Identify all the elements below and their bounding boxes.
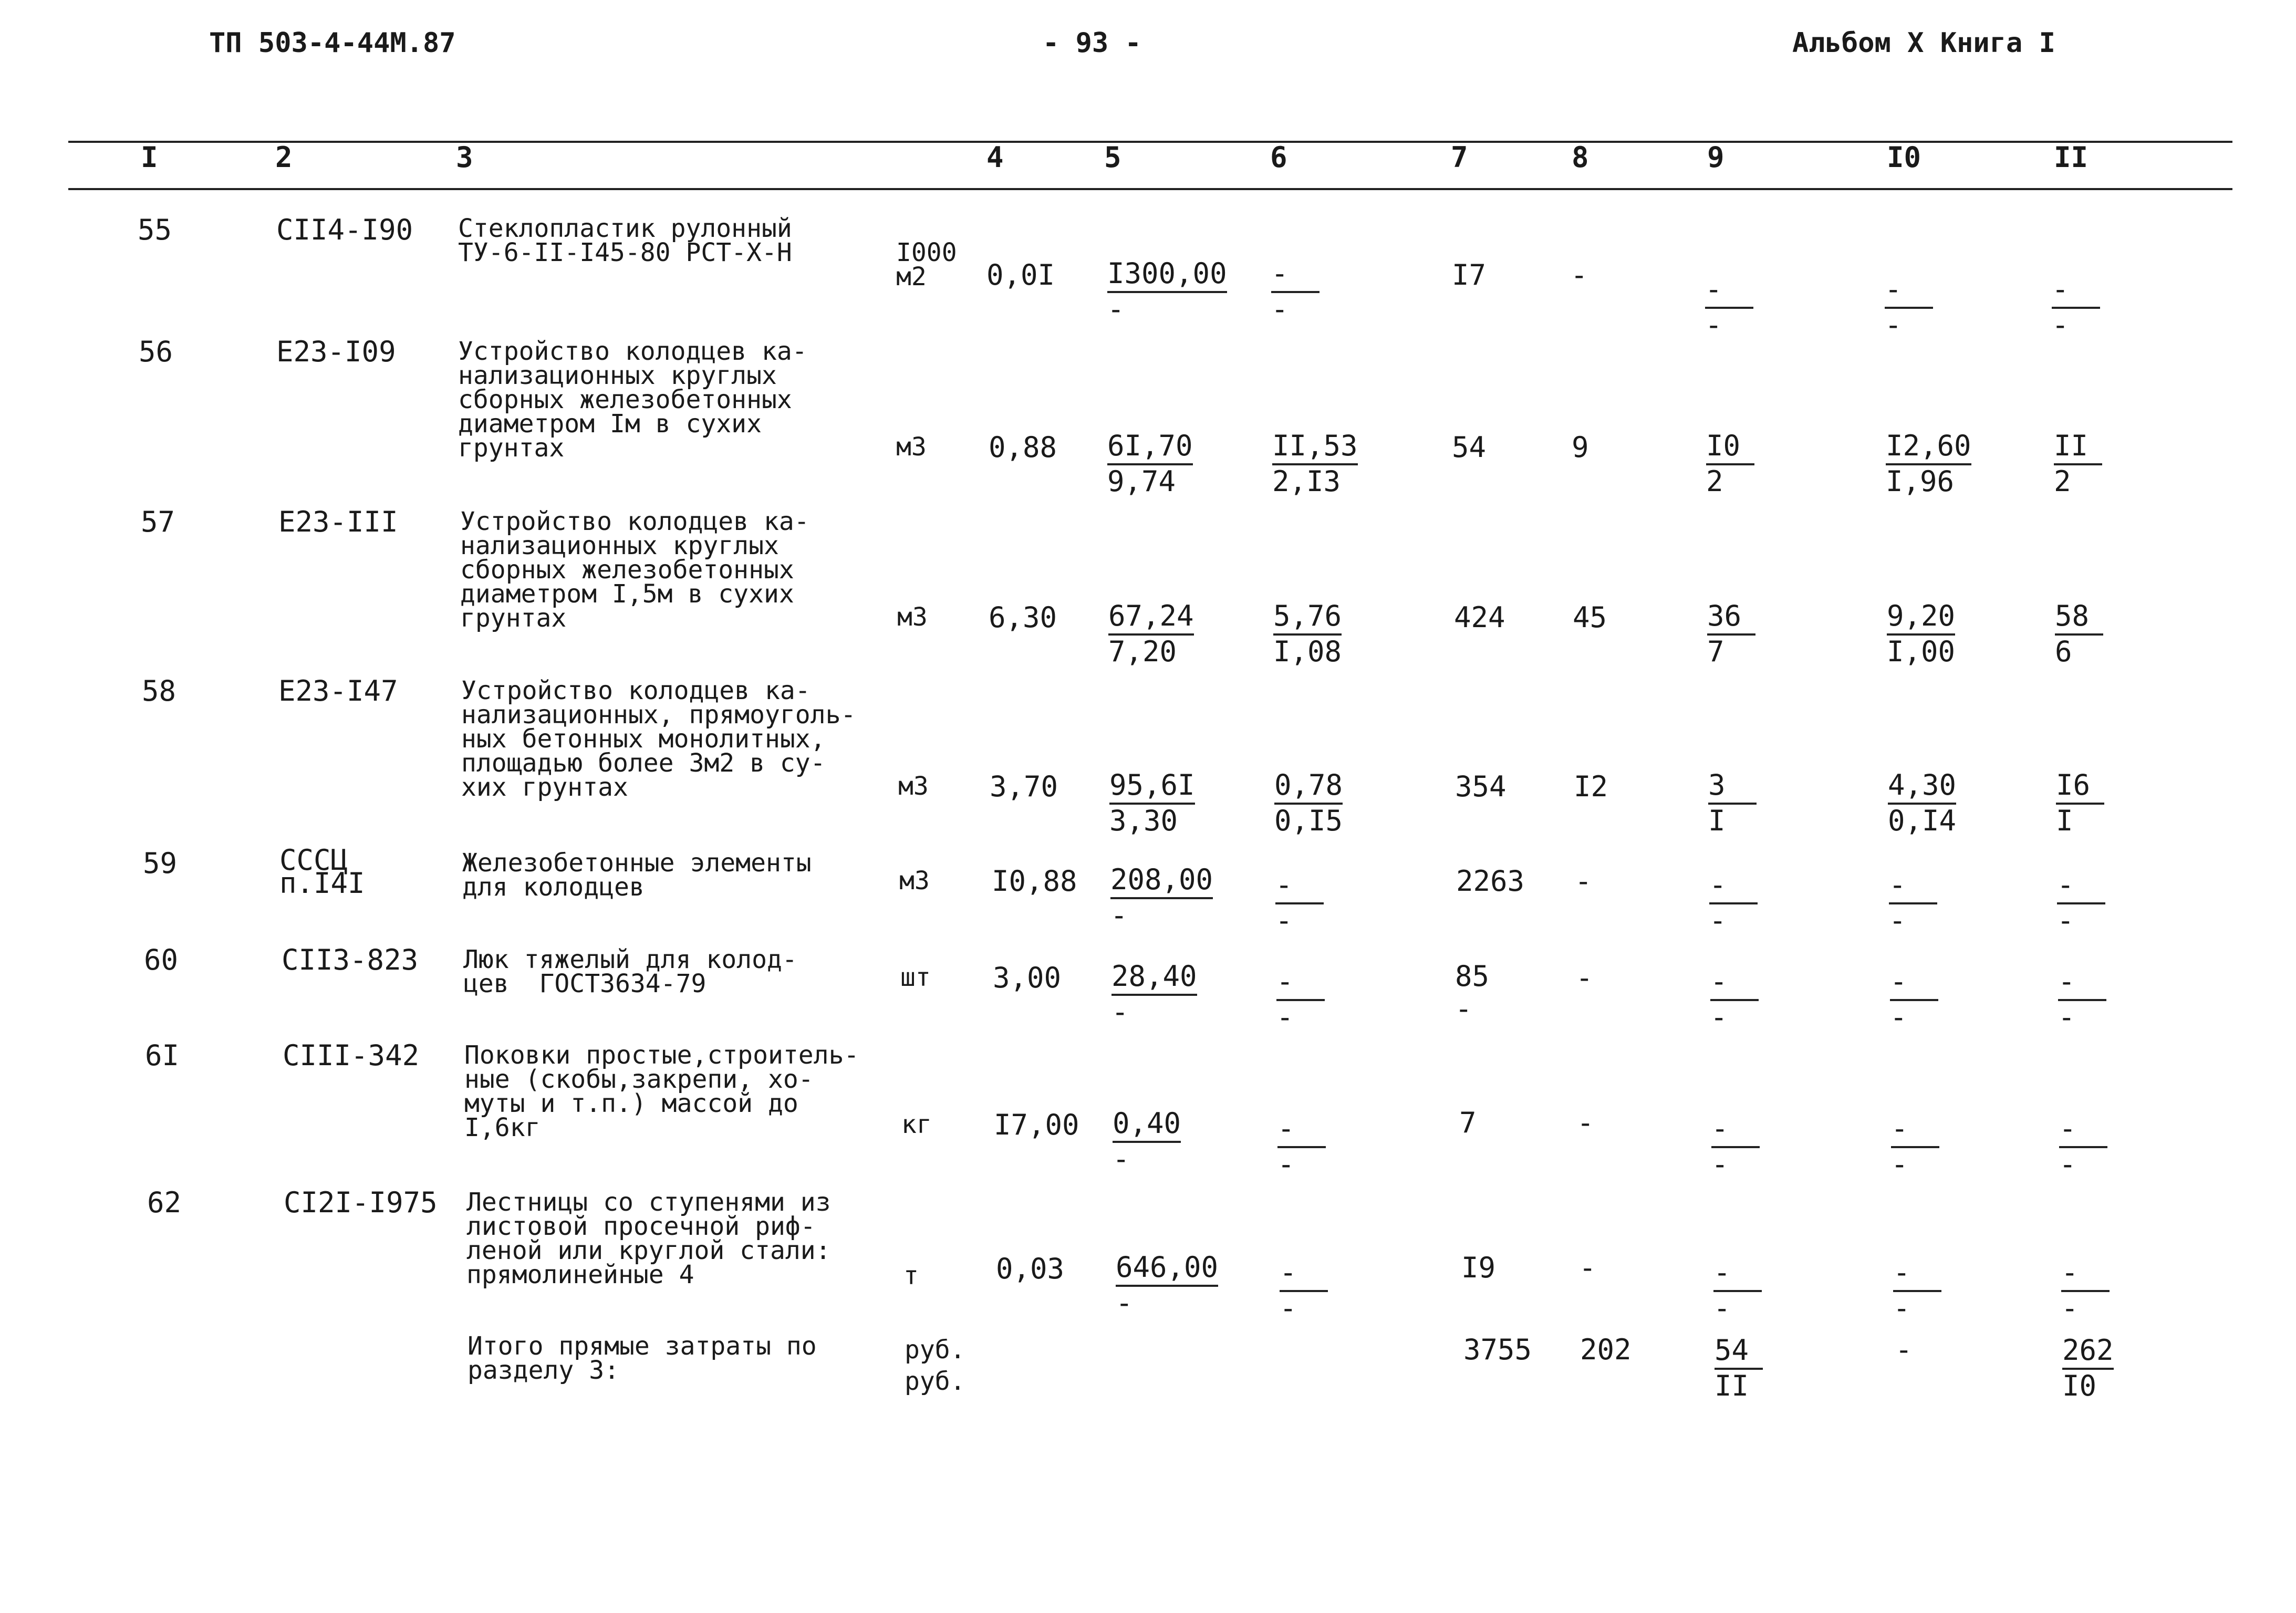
fraction-top: - <box>1710 965 1759 1001</box>
fraction-bottom: I0 <box>2062 1369 2097 1402</box>
row-number: 60 <box>144 943 179 976</box>
fraction-top: - <box>2052 273 2100 309</box>
fraction-top: I6 <box>2056 769 2104 805</box>
fraction-top: - <box>1893 1256 1941 1292</box>
total-col9 <box>1715 1334 1763 1402</box>
unit-cost-col5 <box>1111 960 1197 1028</box>
unit: м3 <box>896 432 927 462</box>
quantity: 3,70 <box>990 770 1058 803</box>
total-cost-col11 <box>2052 273 2100 341</box>
fraction-bottom: - <box>1710 1001 1728 1034</box>
fraction-top: 28,40 <box>1111 960 1197 996</box>
rate-code: СII3-823 <box>282 943 419 976</box>
unit: м3 <box>899 866 930 896</box>
quantity: I7,00 <box>994 1108 1079 1141</box>
total-cost-col7: 54 <box>1452 431 1487 464</box>
fraction-top: 6I,70 <box>1107 430 1193 465</box>
rate-code: Е23-III <box>278 505 398 538</box>
fraction-top: - <box>1271 257 1320 293</box>
fraction-bottom: - <box>1891 1148 1908 1181</box>
fraction-bottom: - <box>1275 904 1293 937</box>
total-cost-col8: 45 <box>1573 601 1607 634</box>
total-cost-col11 <box>2056 769 2104 837</box>
unit-cost-col6 <box>1272 430 1358 498</box>
rate-code: СССЦ п.I4I <box>279 844 365 900</box>
total-cost-col10 <box>1885 273 1933 341</box>
fraction-bottom: - <box>2058 1001 2075 1034</box>
unit: м3 <box>897 602 928 632</box>
fraction-bottom: 2 <box>1706 465 1723 498</box>
col-header-8: 8 <box>1572 141 1589 174</box>
fraction-top: 58 <box>2055 600 2103 636</box>
fraction-top: - <box>1277 1112 1326 1148</box>
fraction-top: - <box>2058 965 2106 1001</box>
fraction-bottom: - <box>2052 308 2069 341</box>
row-number: 62 <box>147 1186 182 1219</box>
col-header-2: 2 <box>275 141 293 174</box>
rate-code: СI2I-I975 <box>284 1186 438 1219</box>
unit-cost-col5 <box>1116 1251 1218 1319</box>
unit-cost-col6 <box>1280 1256 1328 1325</box>
row-number: 58 <box>142 674 176 707</box>
table-header-rule <box>68 188 2232 190</box>
fraction-bottom: - <box>1709 904 1727 937</box>
row-number: 55 <box>138 213 172 246</box>
total-cost-col8: - <box>1575 865 1592 898</box>
unit-cost-col6 <box>1275 869 1324 937</box>
total-col7: 3755 <box>1463 1333 1532 1366</box>
unit-cost-col6 <box>1277 1112 1326 1181</box>
fraction-bottom: - <box>1277 1148 1295 1181</box>
fraction-top: 208,00 <box>1110 863 1213 899</box>
fraction-top: - <box>1885 273 1933 309</box>
fraction-top: - <box>1711 1112 1760 1148</box>
document-code: ТП 503-4-44М.87 <box>209 27 456 59</box>
fraction-top: 95,6I <box>1109 769 1195 805</box>
fraction-bottom: - <box>1890 1001 1907 1034</box>
quantity: I0,88 <box>992 865 1077 898</box>
work-description: Стеклопластик рулонный ТУ-6-II-I45-80 РСТ-Х-Н <box>458 214 792 267</box>
fraction-top: - <box>1280 1256 1328 1292</box>
fraction-bottom: - <box>2057 904 2074 937</box>
total-cost-col11 <box>2054 430 2102 498</box>
unit-cost-col5 <box>1107 257 1227 326</box>
col-header-11: II <box>2054 141 2089 174</box>
total-cost-col7: 7 <box>1459 1106 1477 1139</box>
unit-cost-col5 <box>1108 600 1194 668</box>
fraction-bottom: - <box>1113 1142 1130 1175</box>
fraction-bottom: I,00 <box>1887 635 1956 668</box>
fraction-bottom: I <box>2056 804 2073 837</box>
fraction-bottom: - <box>1885 308 1902 341</box>
dash-mark: - <box>1455 992 1472 1025</box>
fraction-bottom: - <box>1116 1286 1133 1319</box>
unit-cost-col6 <box>1274 769 1343 837</box>
fraction-bottom: - <box>1107 293 1125 326</box>
fraction-bottom: - <box>1276 1001 1294 1034</box>
total-cost-col11 <box>2059 1112 2107 1181</box>
total-col8: 202 <box>1580 1333 1632 1366</box>
total-cost-col10 <box>1893 1256 1941 1325</box>
fraction-bottom: II <box>1715 1369 1749 1402</box>
total-cost-col11 <box>2057 869 2105 937</box>
total-cost-col10 <box>1889 869 1937 937</box>
fraction-top: 54 <box>1715 1334 1763 1370</box>
fraction-bottom: 0,I4 <box>1888 804 1957 837</box>
quantity: 0,03 <box>996 1252 1065 1285</box>
fraction-top: I2,60 <box>1886 430 1971 465</box>
unit: кг <box>901 1110 932 1139</box>
col-header-4: 4 <box>986 141 1004 174</box>
total-cost-col9 <box>1711 1112 1760 1181</box>
quantity: 0,88 <box>989 431 1057 464</box>
total-cost-col7: 354 <box>1455 770 1507 803</box>
total-cost-col8: - <box>1571 258 1588 292</box>
col-header-3: 3 <box>456 141 473 174</box>
rate-code: Е23-I09 <box>276 335 396 368</box>
unit: м3 <box>898 772 929 801</box>
fraction-bottom: I,96 <box>1886 465 1955 498</box>
fraction-bottom: 3,30 <box>1109 804 1178 837</box>
fraction-bottom: - <box>1889 904 1906 937</box>
row-number: 57 <box>141 505 175 538</box>
work-description: Устройство колодцев ка- нализационных круглых сборных железобетонных диаметром I,5м в сухих грунтах <box>460 507 809 633</box>
total-cost-col7: 2263 <box>1456 865 1525 898</box>
unit-cost-col5 <box>1113 1107 1181 1175</box>
work-description: Устройство колодцев ка- нализационных круглых сборных железобетонных диаметром Iм в сухих грунтах <box>458 337 807 463</box>
unit-cost-col5 <box>1109 769 1195 837</box>
total-cost-col11 <box>2061 1256 2110 1325</box>
total-cost-col9 <box>1710 965 1759 1034</box>
quantity: 6,30 <box>989 601 1057 634</box>
fraction-top: - <box>1891 1112 1939 1148</box>
total-cost-col8: - <box>1576 961 1593 994</box>
fraction-bottom: - <box>1713 1292 1731 1325</box>
fraction-top: - <box>1276 965 1325 1001</box>
total-cost-col7: I7 <box>1452 258 1487 292</box>
fraction-top: 646,00 <box>1116 1251 1218 1287</box>
col-header-6: 6 <box>1270 141 1287 174</box>
work-description: Люк тяжелый для колод- цев ГОСТ3634-79 <box>463 945 797 998</box>
total-cost-col9 <box>1713 1256 1762 1325</box>
total-col10: - <box>1895 1333 1913 1366</box>
total-cost-col7: 424 <box>1454 601 1505 634</box>
total-cost-col7: I9 <box>1461 1251 1496 1284</box>
fraction-bottom: - <box>1705 308 1722 341</box>
fraction-bottom: I <box>1708 804 1726 837</box>
fraction-bottom: 9,74 <box>1107 465 1176 498</box>
total-cost-col8: 9 <box>1572 431 1589 464</box>
unit-cost-col5 <box>1107 430 1193 498</box>
unit-cost-col6 <box>1271 257 1320 326</box>
total-cost-col10 <box>1891 1112 1939 1181</box>
total-cost-col8: - <box>1579 1251 1596 1284</box>
total-cost-col8: I2 <box>1574 770 1608 803</box>
unit: шт <box>900 963 931 992</box>
fraction-top: 67,24 <box>1108 600 1194 636</box>
total-label: Итого прямые затраты по разделу 3: <box>467 1331 817 1385</box>
fraction-top: - <box>1890 965 1938 1001</box>
fraction-bottom: 6 <box>2055 635 2072 668</box>
col-header-9: 9 <box>1707 141 1724 174</box>
fraction-bottom: - <box>1711 1148 1729 1181</box>
total-cost-col9 <box>1707 600 1755 668</box>
total-col11 <box>2062 1334 2114 1402</box>
fraction-top: - <box>2059 1112 2107 1148</box>
total-cost-col10 <box>1887 600 1955 668</box>
work-description: Железобетонные элементы для колодцев <box>462 848 812 902</box>
fraction-bottom: 2,I3 <box>1272 465 1341 498</box>
page-number: - 93 - <box>1043 27 1141 59</box>
fraction-top: - <box>2057 869 2105 904</box>
fraction-bottom: 7,20 <box>1108 635 1177 668</box>
total-cost-col10 <box>1886 430 1971 498</box>
unit: I000 м2 <box>896 238 957 292</box>
fraction-top: 0,40 <box>1113 1107 1181 1143</box>
fraction-bottom: - <box>1280 1292 1297 1325</box>
row-number: 6I <box>145 1039 180 1072</box>
fraction-top: - <box>1709 869 1758 904</box>
fraction-top: 85 <box>1455 960 1490 993</box>
total-cost-col9 <box>1706 430 1754 498</box>
fraction-top: II <box>2054 430 2102 465</box>
fraction-top: 262 <box>2062 1334 2114 1370</box>
rate-code: СIII-342 <box>283 1039 420 1072</box>
fraction-top: - <box>2061 1256 2110 1292</box>
fraction-top: - <box>1713 1256 1762 1292</box>
total-cost-col10 <box>1890 965 1938 1034</box>
fraction-top: - <box>1705 273 1753 309</box>
fraction-top: 0,78 <box>1274 769 1343 805</box>
fraction-top: 36 <box>1707 600 1755 636</box>
fraction-bottom: 0,I5 <box>1274 804 1343 837</box>
col-header-10: I0 <box>1887 141 1921 174</box>
album-book-label: Альбом X Книга I <box>1792 27 2055 59</box>
total-cost-col9 <box>1708 769 1757 837</box>
fraction-bottom: I,08 <box>1273 635 1342 668</box>
total-cost-col11 <box>2055 600 2103 668</box>
row-number: 59 <box>143 847 178 880</box>
rate-code: Е23-I47 <box>278 674 398 707</box>
fraction-bottom: - <box>2061 1292 2079 1325</box>
total-cost-col9 <box>1709 869 1758 937</box>
total-cost-col7 <box>1455 960 1503 1025</box>
fraction-top: 5,76 <box>1273 600 1342 636</box>
fraction-top: 9,20 <box>1887 600 1955 636</box>
quantity: 0,0I <box>986 258 1055 292</box>
fraction-bottom: - <box>1110 899 1128 932</box>
fraction-bottom: 7 <box>1707 635 1724 668</box>
total-cost-col8: - <box>1577 1106 1594 1139</box>
total-cost-col9 <box>1705 273 1753 341</box>
work-description: Устройство колодцев ка- нализационных, прямоуголь- ных бетонных монолитных, площадью более 3м2 в су- хих грунтах <box>461 676 856 802</box>
total-cost-col11 <box>2058 965 2106 1034</box>
unit-cost-col5 <box>1110 863 1213 932</box>
fraction-top: 3 <box>1708 769 1757 805</box>
fraction-top: 4,30 <box>1888 769 1956 805</box>
total-units: руб. руб. <box>905 1335 965 1396</box>
fraction-bottom: - <box>1893 1292 1910 1325</box>
fraction-bottom: - <box>1111 995 1129 1028</box>
total-cost-col10 <box>1888 769 1956 837</box>
col-header-1: I <box>141 141 158 174</box>
col-header-5: 5 <box>1104 141 1121 174</box>
fraction-top: - <box>1889 869 1937 904</box>
fraction-bottom: - <box>2059 1148 2076 1181</box>
fraction-top: I0 <box>1706 430 1754 465</box>
unit-cost-col6 <box>1276 965 1325 1034</box>
fraction-top: - <box>1275 869 1324 904</box>
work-description: Поковки простые,строитель- ные (скобы,закрепи, хо- муты и т.п.) массой до I,6кг <box>464 1040 859 1142</box>
fraction-bottom: 2 <box>2054 465 2071 498</box>
unit-cost-col6 <box>1273 600 1342 668</box>
fraction-bottom: - <box>1271 293 1289 326</box>
unit: т <box>903 1261 919 1291</box>
fraction-top: II,53 <box>1272 430 1358 465</box>
rate-code: СII4-I90 <box>276 213 413 246</box>
work-description: Лестницы со ступенями из листовой просечной риф- леной или круглой стали: прямолинейные 4 <box>466 1188 831 1289</box>
col-header-7: 7 <box>1451 141 1468 174</box>
quantity: 3,00 <box>993 961 1062 994</box>
row-number: 56 <box>139 335 173 368</box>
fraction-top: I300,00 <box>1107 257 1227 293</box>
